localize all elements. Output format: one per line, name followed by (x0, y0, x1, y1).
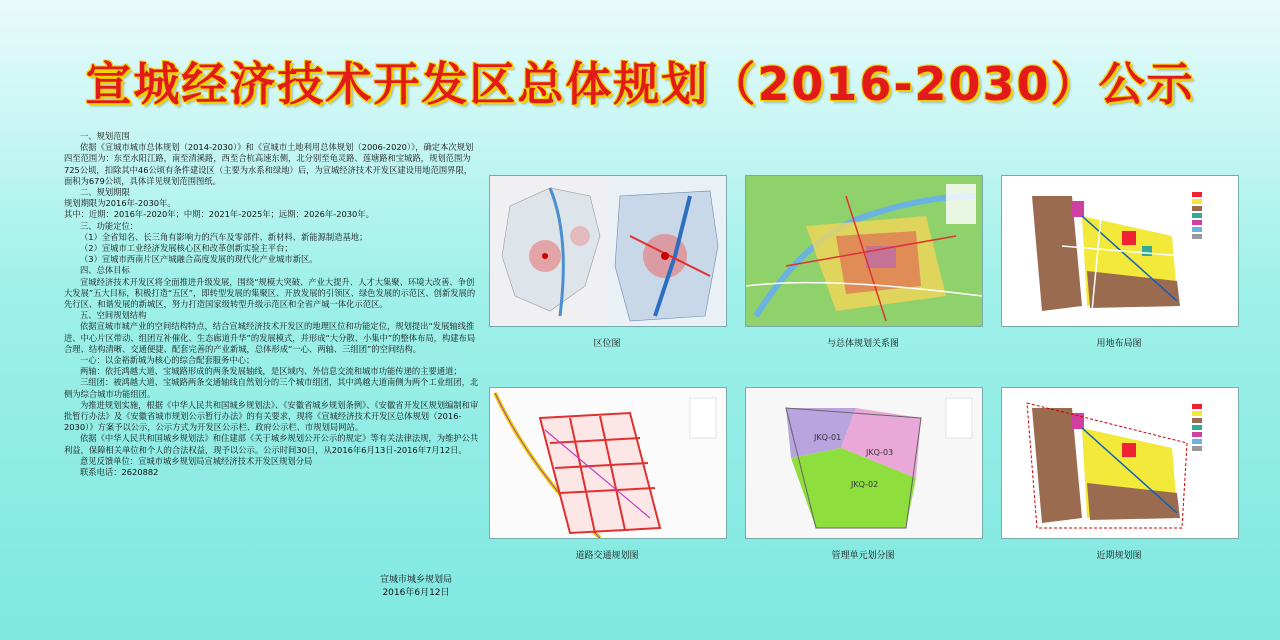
map-caption: 管理单元划分图 (831, 551, 895, 561)
paragraph: 为推进规划实施，根据《中华人民共和国城乡规划法》、《安徽省城乡规划条例》、《安徽省开发区规划编制和审批暂行办法》及《安徽省城市规划公示暂行办法》的有关要求，现将《宣城经济技术开发区总体规划（2016-2030）》方案予以公示，公示方式为开发区公示栏、政府公示栏、市规划局网站。 (64, 399, 479, 433)
map-caption: 道路交通规划图 (575, 551, 639, 561)
announcement-text (64, 131, 480, 478)
master-plan-graphic (746, 176, 982, 326)
section-heading: 三、功能定位： (80, 220, 139, 231)
location-map (489, 175, 727, 327)
paragraph: 依据《中华人民共和国城乡规划法》和住建部《关于城乡规划公开公示的规定》等有关法律法规，为维护公共利益，保障相关单位和个人的合法权益，现予以公示。公示时间30日，从2016年6月13日-2016年7月12日。 (64, 433, 479, 455)
near-term-plan-map (1001, 387, 1239, 539)
paragraph: 一心：以金裕新城为核心的综合配套服务中心； (80, 355, 255, 366)
unit-label: JKQ-02 (851, 480, 879, 489)
paragraph: 意见反馈单位：宣城市城乡规划局宣城经济技术开发区规划分局 (80, 455, 313, 466)
land-use-map (1001, 175, 1239, 327)
paragraph: 依据宣城市城产业的空间结构特点，结合宣城经济技术开发区的地理区位和功能定位，规划提出“发展轴线推进、中心片区带动、组团互补催化、生态廊道升华”的发展模式，并形成“大分散、小集中”的整体布局，构建布局合理、结构清晰、交通便捷、配套完善的产业新城，总体形成“一心、两轴、三组团”的空间结构。 (64, 321, 476, 354)
map-legend (1192, 190, 1234, 241)
section-heading: 五、空间规划结构 (80, 310, 147, 321)
road-traffic-graphic (490, 388, 726, 538)
map-caption: 用地布局图 (1096, 339, 1142, 349)
map-caption: 区位图 (593, 339, 621, 349)
unit-label: JKQ-03 (866, 448, 894, 457)
unit-label: JKQ-01 (814, 433, 842, 442)
management-unit-graphic (746, 388, 982, 538)
paragraph: 联系电话：2620882 (80, 467, 159, 478)
master-plan-relation-map (745, 175, 983, 327)
paragraph: 宣城经济技术开发区将全面推进升级发展，围绕“规模大突破、产业大提升、人才大集聚、环境大改善、争创大发展”五大目标，积极打造“五区”，即转型发展的集聚区、开放发展的引领区、绿色发展的示范区、创新发展的先行区、和谐发展的新城区，努力打造国家级转型升级示范区和全省产城一体化示范区。 (64, 276, 476, 310)
signature-date: 2016年6月12日 (382, 588, 450, 598)
map-caption: 与总体规划关系图 (826, 339, 899, 349)
paragraph: 三组团：被鸿越大道、宝城路两条交通轴线自然划分的三个城市组团，其中鸿越大道南侧为两个工业组团，北侧为综合城市功能组团。 (64, 377, 479, 399)
signature-org: 宣城市城乡规划局 (380, 575, 453, 585)
location-map-graphic (490, 176, 726, 326)
paragraph: 依据《宣城市城市总体规划（2014-2030）》和《宣城市土地利用总体规划（2006-2020）》，确定本次规划四至范围为：东至水阳江路，南至清溪路，西至合杭高速东侧，北分别至龟灵路、莲塘路和宝城路，规划范围为725公顷，扣除其中46公顷有条件建设区（主要为水系和绿地）后，为宣城经济技术开发区建设用地范围界限，面积为679公顷，具体详见规划范围图纸。 (64, 142, 474, 186)
map-legend (1192, 402, 1234, 453)
paragraph: 两轴：依托鸿越大道、宝城路形成的两条发展轴线，是区域内、外信息交流和城市功能传递的主要通道； (80, 366, 462, 377)
section-heading: 四、总体目标 (80, 265, 130, 276)
section-heading: 二、规划期限 (80, 187, 130, 198)
signature-block (380, 574, 452, 600)
section-heading: 一、规划范围 (80, 131, 130, 141)
page-title: 宣城经济技术开发区总体规划（2016-2030）公示 (85, 57, 1195, 111)
paragraph: （1）全省知名、长三角有影响力的汽车及零部件、新材料、新能源制造基地； (80, 231, 368, 242)
paragraph: （3）宣城市西南片区产城融合高度发展的现代化产业城市新区。 (80, 254, 318, 265)
road-traffic-map (489, 387, 727, 539)
map-caption: 近期规划图 (1096, 551, 1142, 561)
management-unit-map (745, 387, 983, 539)
paragraph: 其中：近期：2016年-2020年；中期：2021年-2025年；远期：2026年-2030年。 (64, 209, 374, 220)
paragraph: （2）宣城市工业经济发展核心区和改革创新实验主平台； (80, 243, 293, 254)
paragraph: 规划期限为2016年-2030年。 (64, 198, 176, 209)
